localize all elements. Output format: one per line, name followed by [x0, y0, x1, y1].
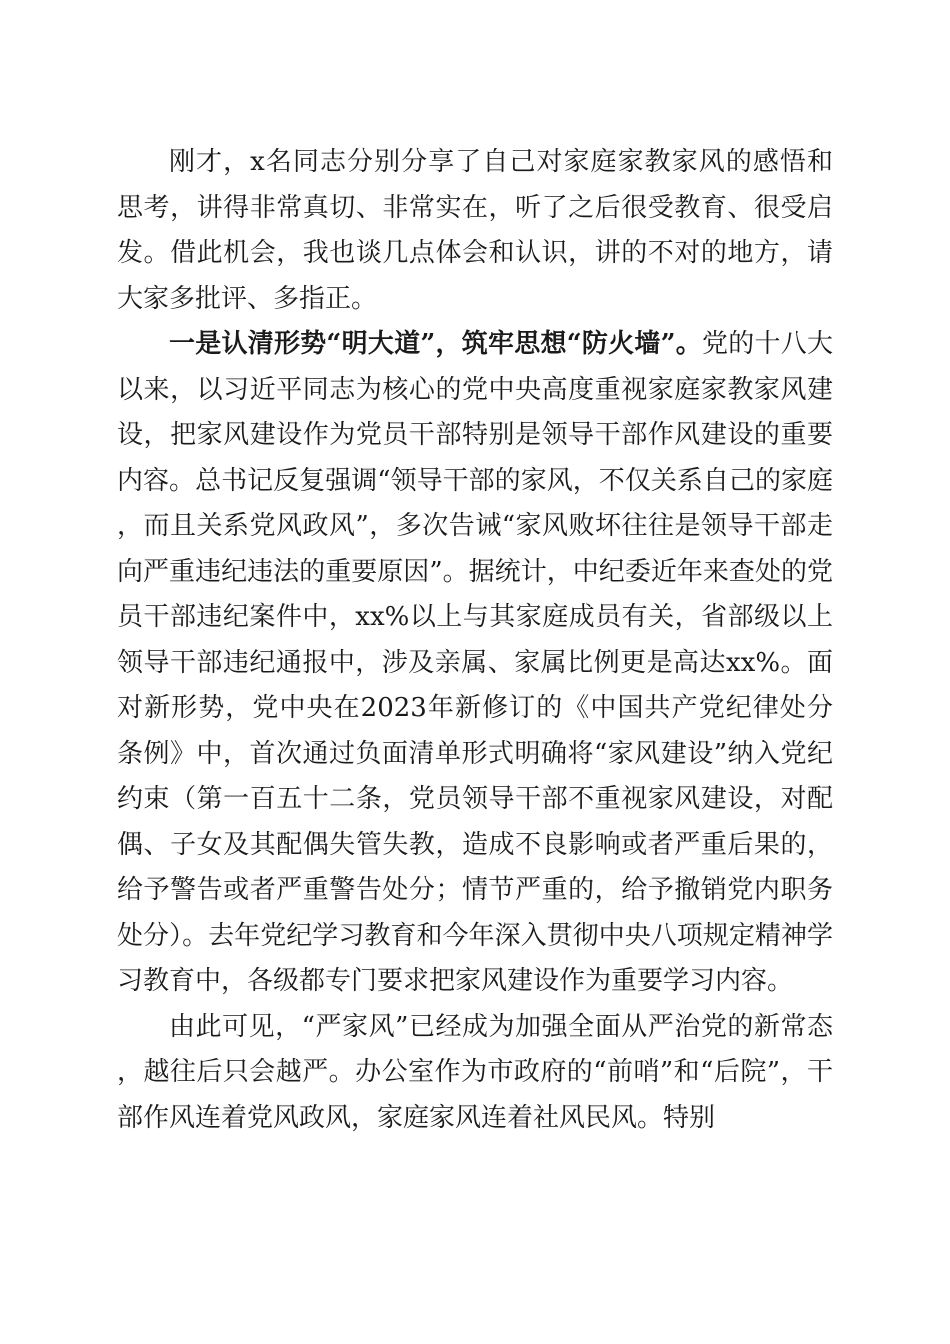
paragraph-text: 党的十八大以来，以习近平同志为核心的党中央高度重视家庭家教家风建设，把家风建设作为党员干部特别是领导干部作风建设的重要内容。总书记反复强调“领导干部的家风，不仅关系自己的家庭，而且关系党风政风”，多次告诫“家风败坏往往是领导干部走向严重违纪违法的重要原因”。据统计，中纪委近年来查处的党员干部违纪案件中，xx%以上与其家庭成员有关，省部级以上领导干部违纪通报中，涉及亲属、家属比例更是高达xx%。面对新形势，党中央在2023年新修订的《中国共产党纪律处分条例》中，首次通过负面清单形式明确将“家风建设”纳入党纪约束（第一百五十二条，党员领导干部不重视家风建设，对配偶、子女及其配偶失管失教，造成不良影响或者严重后果的，给予警告或者严重警告处分；情节严重的，给予撤销党内职务处分）。去年党纪学习教育和今年深入贯彻中央八项规定精神学习教育中，各级都专门要求把家风建设作为重要学习内容。 [117, 329, 833, 996]
paragraph-conclusion [117, 1005, 833, 1142]
paragraph-point-one [117, 322, 833, 1005]
paragraph-text: 由此可见，“严家风”已经成为加强全面从严治党的新常态，越往后只会越严。办公室作为市政府的“前哨”和“后院”，干部作风连着党风政风，家庭家风连着社风民风。特别 [117, 1011, 833, 1133]
paragraph-text: 刚才，x名同志分别分享了自己对家庭家教家风的感悟和思考，讲得非常真切、非常实在，听了之后很受教育、很受启发。借此机会，我也谈几点体会和认识，讲的不对的地方，请大家多批评、多指正。 [117, 147, 833, 314]
document-body [117, 140, 833, 1141]
paragraph-opening [117, 140, 833, 322]
paragraph-lead-heading: 一是认清形势“明大道”，筑牢思想“防火墙”。 [169, 329, 703, 359]
